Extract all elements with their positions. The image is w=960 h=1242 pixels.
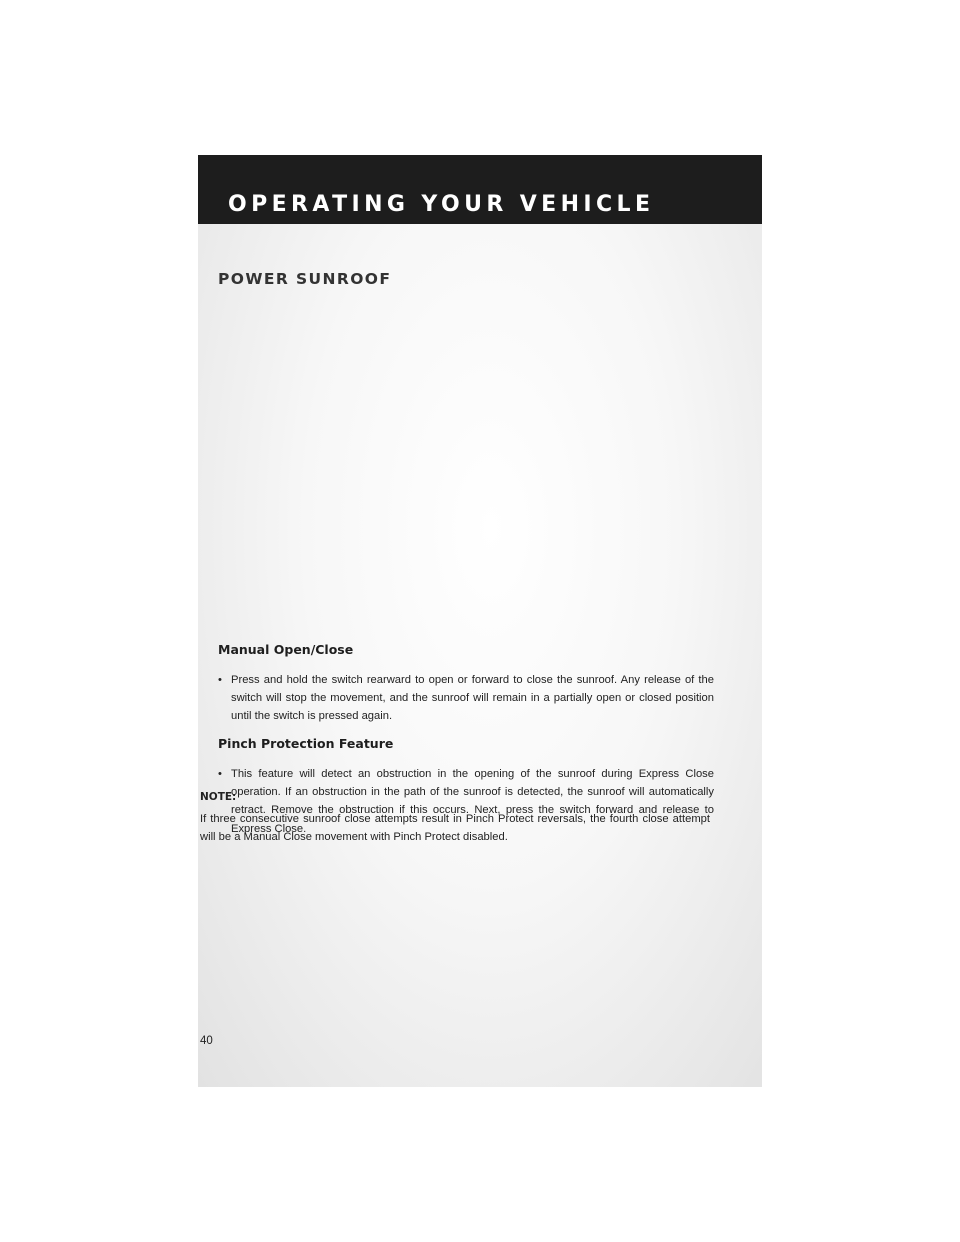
pinch-protection-heading: Pinch Protection Feature xyxy=(218,736,394,751)
note-text: If three consecutive sunroof close attempts result in Pinch Protect reversals, the fourth close attempt will be a Manual Close movement with Pinch Protect disabled. xyxy=(200,813,710,844)
pinch-protection-text: This feature will detect an obstruction in the opening of the sunroof during Express Close operation. If an obstruction in the path of the sunroof is detected, the sunroof will automatically retract. Remove the obstruction if this occurs. Next, press the switch forward and release to Express Close. xyxy=(231,768,714,835)
manual-open-close-heading: Manual Open/Close xyxy=(218,642,354,657)
page-number: 40 xyxy=(200,1035,213,1047)
bullet-icon: • xyxy=(218,768,222,780)
note-block xyxy=(200,155,740,1087)
chapter-title: OPERATING YOUR VEHICLE xyxy=(228,192,655,217)
note-label: NOTE: xyxy=(200,791,237,803)
manual-open-close-text: Press and hold the switch rearward to open or forward to close the sunroof. Any release of the switch will stop the movement, and the sunroof will remain in a partially open or closed position until the switch is pressed again. xyxy=(231,674,714,723)
bullet-icon: • xyxy=(218,674,222,686)
manual-page xyxy=(198,155,762,1087)
section-title: POWER SUNROOF xyxy=(218,270,392,288)
